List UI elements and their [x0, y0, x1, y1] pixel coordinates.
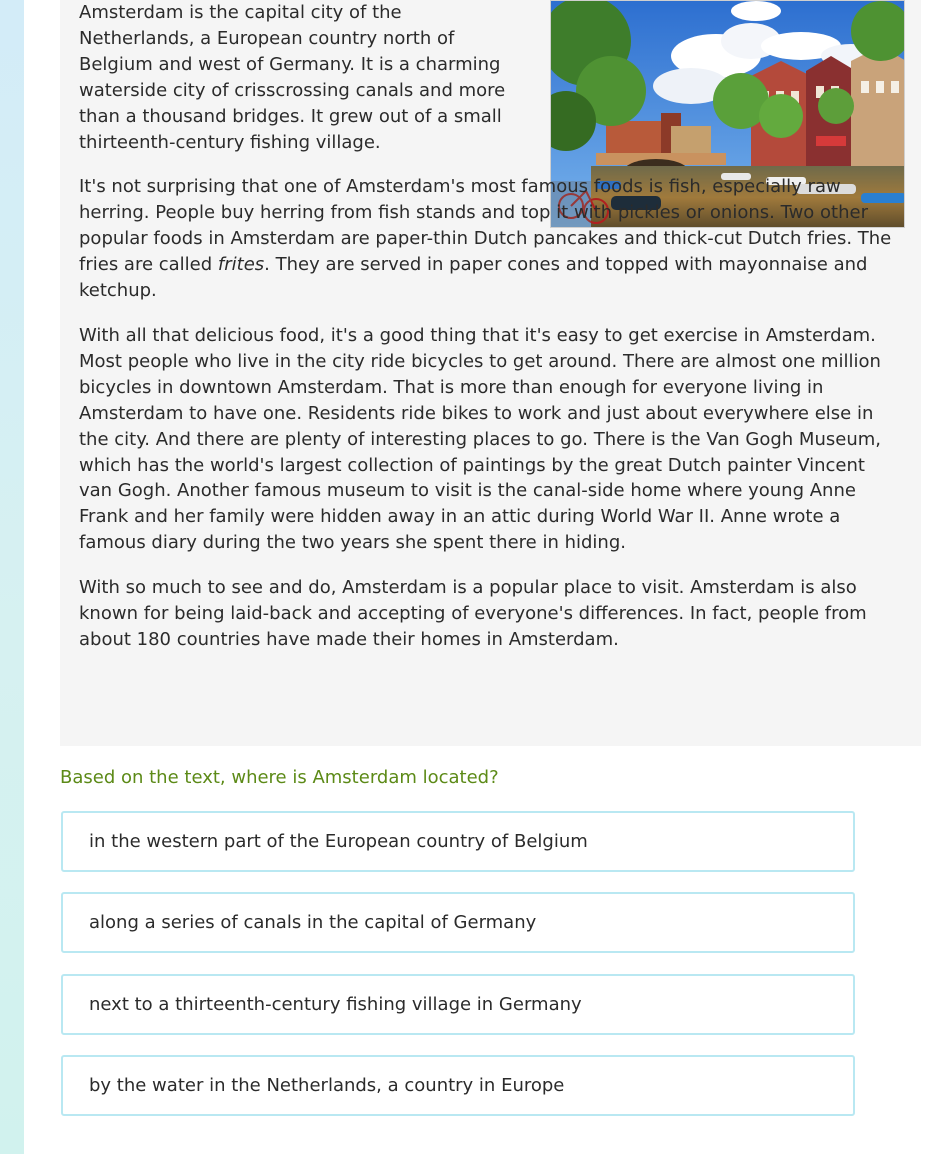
- answer-choice-label: by the water in the Netherlands, a country in Europe: [89, 1075, 565, 1096]
- passage-paragraph-3: With all that delicious food, it's a good thing that it's easy to get exercise in Amsterdam. Most people who live in the city ride bicycles to get around. There are almost one million bicycles in downtown Amsterdam. That is more than enough for everyone living in Amsterdam to have one. Residents ride bikes to work and just about everywhere else in the city. And there are plenty of interesting places to go. There is the Van Gogh Museum, which has the world's largest collection of paintings by the great Dutch painter Vincent van Gogh. Another famous museum to visit is the canal-side home where young Anne Frank and her family were hidden away in an attic during World War II. Anne wrote a famous diary during the two years she spent there in hiding.: [79, 324, 881, 554]
- passage-text: [79, 0, 894, 653]
- passage-paragraph-2: [79, 174, 894, 304]
- answer-choice-3[interactable]: [61, 974, 855, 1035]
- paragraph-2-text-part: . They are served in paper cones and topped with mayonnaise and ketchup.: [79, 254, 868, 302]
- paragraph-2-text-part: It's not surprising that one of Amsterdam's most famous foods is fish, especially raw herring. People buy herring from fish stands and top it with pickles or onions. Two other popular foods in Amsterdam are paper-thin Dutch pancakes and thick-cut Dutch fries. The fries are called: [79, 176, 892, 276]
- answer-choice-4[interactable]: [61, 1055, 855, 1116]
- answer-choice-2[interactable]: [61, 892, 855, 953]
- answer-choice-label: next to a thirteenth-century fishing village in Germany: [89, 994, 582, 1015]
- left-decorative-strip: [0, 0, 24, 1154]
- passage-paragraph-4: With so much to see and do, Amsterdam is a popular place to visit. Amsterdam is also known for being laid-back and accepting of everyone's differences. In fact, people from about 180 countries have made their homes in Amsterdam.: [79, 577, 867, 650]
- frites-italic-term: frites: [217, 254, 265, 276]
- question-prompt: Based on the text, where is Amsterdam located?: [60, 767, 499, 788]
- answer-choice-label: along a series of canals in the capital of Germany: [89, 912, 537, 933]
- answer-choice-label: in the western part of the European country of Belgium: [89, 831, 588, 852]
- passage-paragraph-1: Amsterdam is the capital city of the Netherlands, a European country north of Belgium and west of Germany. It is a charming waterside city of crisscrossing canals and more than a thousand bridges. It grew out of a small thirteenth-century fishing village.: [79, 2, 506, 153]
- answer-choice-1[interactable]: [61, 811, 855, 872]
